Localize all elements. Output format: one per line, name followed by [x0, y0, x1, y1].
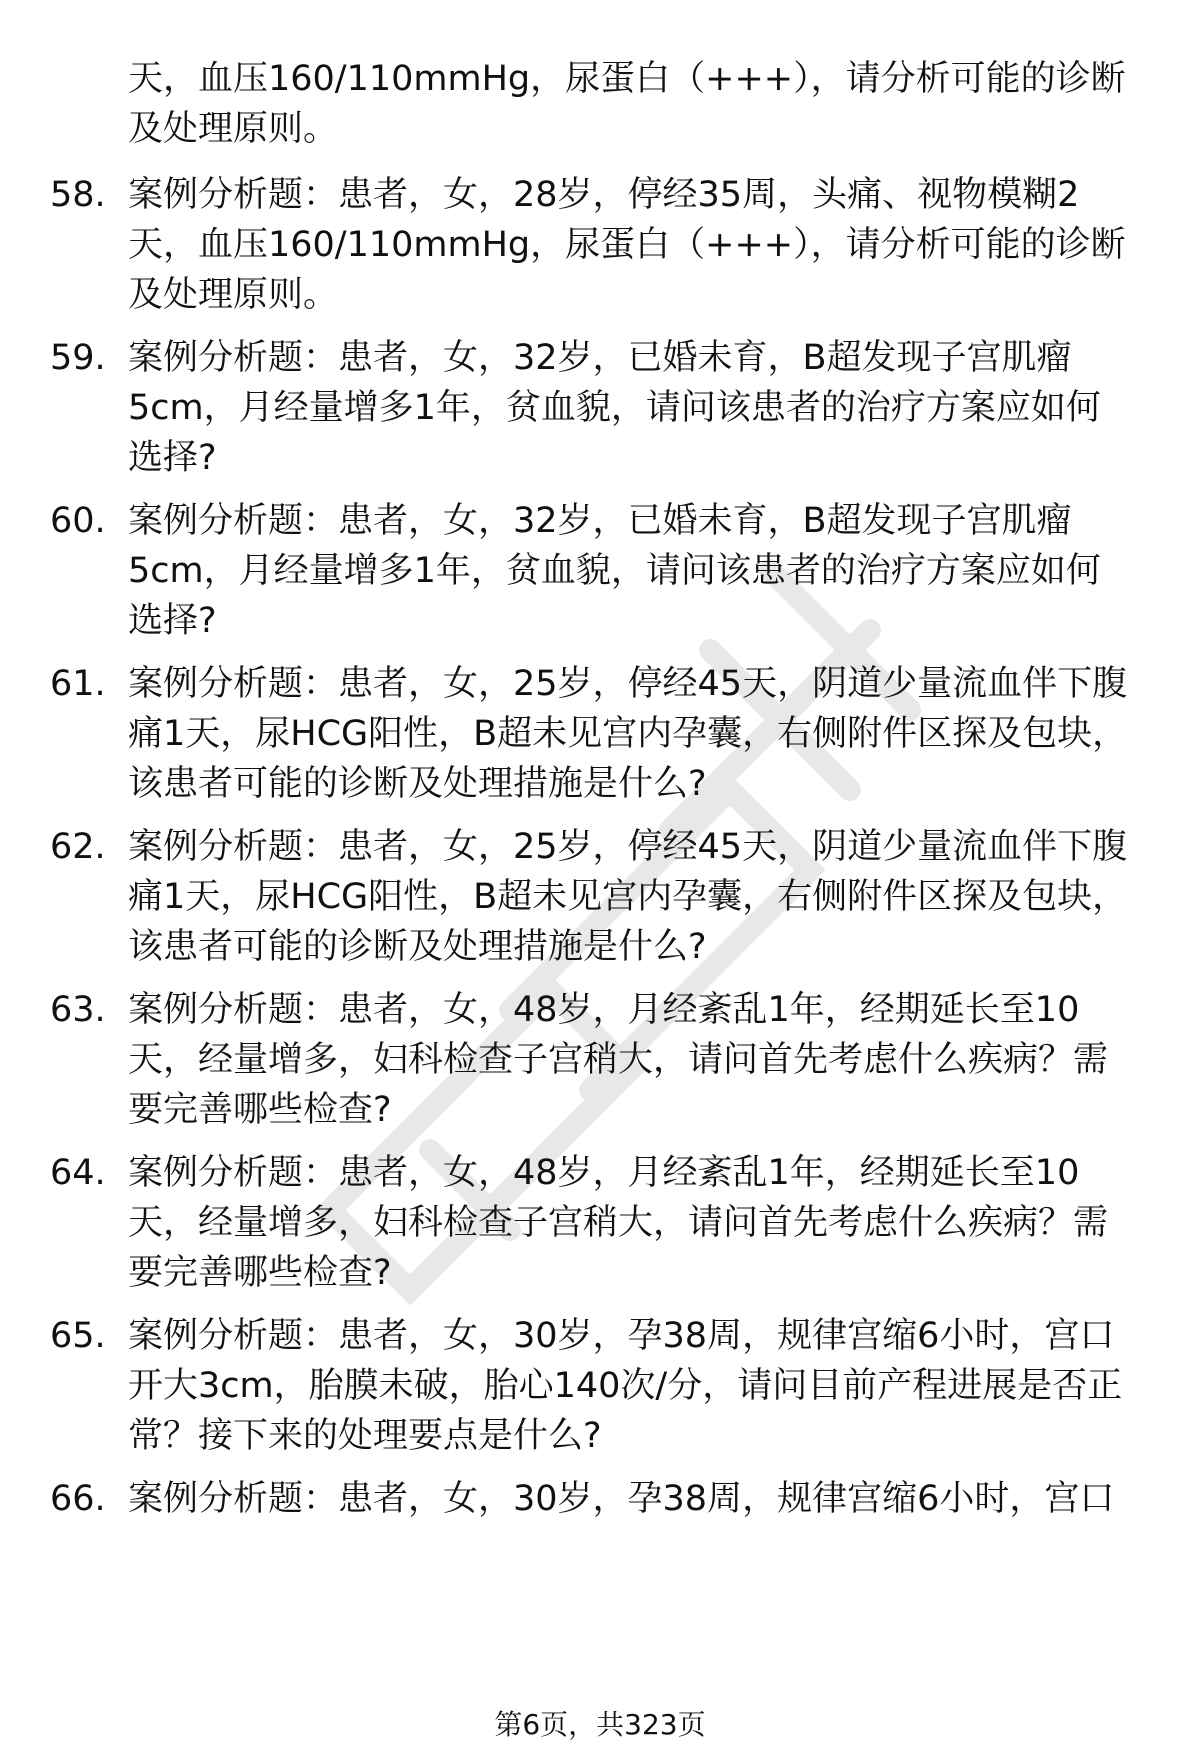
- question-number: 66.: [50, 1479, 106, 1519]
- page-footer: 第6页，共323页: [494, 1708, 706, 1741]
- text-line: 痛1天，尿HCG阳性，B超未见宫内孕囊，右侧附件区探及包块，: [128, 714, 1128, 754]
- question-text: [128, 1311, 1160, 1461]
- text-line: 天，经量增多，妇科检查子宫稍大，请问首先考虑什么疾病？需: [128, 1040, 1109, 1080]
- question-number: 63.: [50, 990, 106, 1030]
- question-text: [128, 170, 1160, 320]
- text-line: 案例分析题：患者，女，25岁，停经45天，阴道少量流血伴下腹: [128, 827, 1128, 867]
- text-line: 案例分析题：患者，女，25岁，停经45天，阴道少量流血伴下腹: [128, 664, 1128, 704]
- text-line: 天，经量增多，妇科检查子宫稍大，请问首先考虑什么疾病？需: [128, 1203, 1109, 1243]
- question-number: 59.: [50, 338, 106, 378]
- question-text: [128, 659, 1160, 809]
- question-text: [128, 333, 1160, 483]
- text-line: 天，血压160/110mmHg，尿蛋白（+++），请分析可能的诊断: [128, 59, 1126, 99]
- text-line: 案例分析题：患者，女，48岁，月经紊乱1年，经期延长至10: [128, 1153, 1080, 1193]
- text-line: 案例分析题：患者，女，48岁，月经紊乱1年，经期延长至10: [128, 990, 1080, 1030]
- text-line: 该患者可能的诊断及处理措施是什么?: [128, 764, 707, 804]
- text-line: 案例分析题：患者，女，32岁，已婚未育，B超发现子宫肌瘤: [128, 501, 1072, 541]
- text-line: 要完善哪些检查?: [128, 1253, 392, 1293]
- text-line: 痛1天，尿HCG阳性，B超未见宫内孕囊，右侧附件区探及包块，: [128, 877, 1128, 917]
- text-line: 案例分析题：患者，女，30岁，孕38周，规律宫缩6小时，宫口: [128, 1316, 1115, 1356]
- text-line: 案例分析题：患者，女，28岁，停经35周，头痛、视物模糊2: [128, 175, 1080, 215]
- question-number: 60.: [50, 501, 106, 541]
- question-number: 62.: [50, 827, 106, 867]
- question-text: [128, 1148, 1160, 1298]
- text-line: 案例分析题：患者，女，30岁，孕38周，规律宫缩6小时，宫口: [128, 1479, 1115, 1519]
- question-text: [128, 1474, 1160, 1524]
- text-line: 及处理原则。: [128, 275, 339, 315]
- text-line: 该患者可能的诊断及处理措施是什么?: [128, 927, 707, 967]
- question-text: [128, 496, 1160, 646]
- question-number: 61.: [50, 664, 106, 704]
- text-line: 选择?: [128, 438, 217, 478]
- text-line: 5cm，月经量增多1年，贫血貌，请问该患者的治疗方案应如何: [128, 551, 1101, 591]
- question-number: 64.: [50, 1153, 106, 1193]
- text-line: 要完善哪些检查?: [128, 1090, 392, 1130]
- text-line: 选择?: [128, 601, 217, 641]
- text-line: 5cm，月经量增多1年，贫血貌，请问该患者的治疗方案应如何: [128, 388, 1101, 428]
- question-number: 65.: [50, 1316, 106, 1356]
- text-line: 开大3cm，胎膜未破，胎心140次/分，请问目前产程进展是否正: [128, 1366, 1123, 1406]
- text-line: 天，血压160/110mmHg，尿蛋白（+++），请分析可能的诊断: [128, 225, 1126, 265]
- text-line: 及处理原则。: [128, 109, 339, 149]
- question-text: [128, 985, 1160, 1135]
- question-text: [128, 822, 1160, 972]
- text-line: 案例分析题：患者，女，32岁，已婚未育，B超发现子宫肌瘤: [128, 338, 1072, 378]
- question-number: 58.: [50, 175, 106, 215]
- text-line: 常？接下来的处理要点是什么?: [128, 1416, 602, 1456]
- question-text: [128, 54, 1160, 154]
